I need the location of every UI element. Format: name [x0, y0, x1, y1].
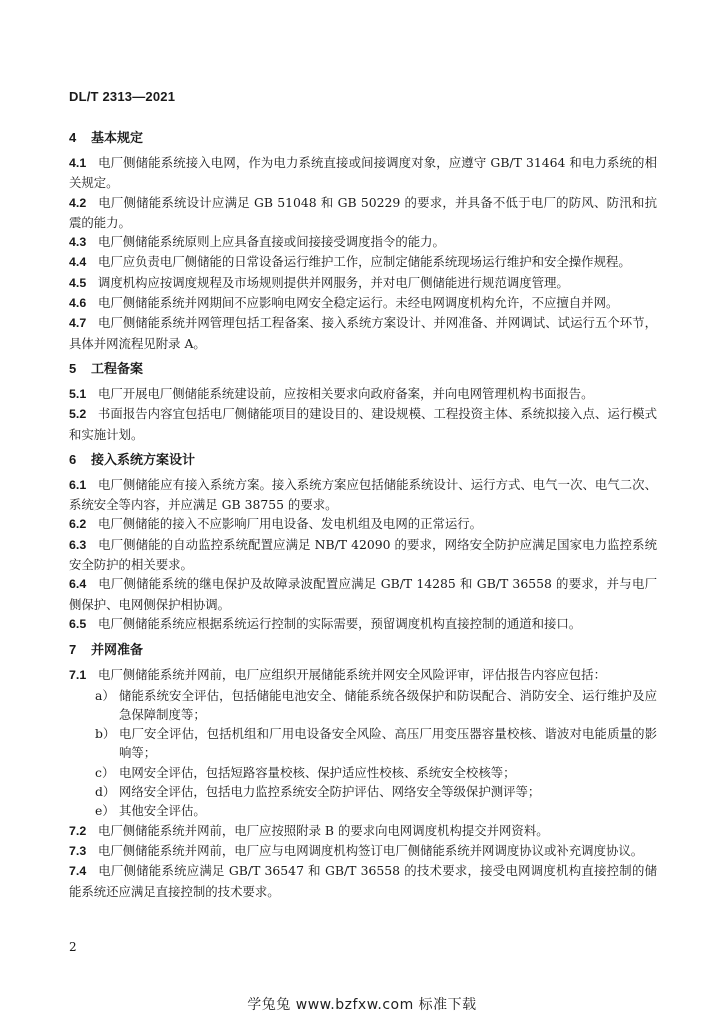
clause-text: 电厂开展电厂侧储能系统建设前，应按相关要求向政府备案，并向电网管理机构书面报告。 — [97, 385, 594, 401]
clause-number: 5.2 — [69, 407, 87, 422]
clause-5-1 — [69, 384, 657, 404]
assessment-list — [69, 686, 657, 821]
clause-number: 7.4 — [69, 864, 87, 879]
list-item — [69, 686, 657, 725]
list-item-text: 储能系统安全评估，包括储能电池安全、储能系统各级保护和防误配合、消防安全、运行维护及应急保障制度等； — [119, 687, 657, 722]
clause-7-4 — [69, 861, 657, 901]
clause-7-2 — [69, 821, 657, 841]
clause-number: 6.4 — [69, 577, 87, 592]
clause-number: 4.3 — [69, 235, 87, 250]
clause-number: 4.7 — [69, 316, 87, 331]
section-title: 并网准备 — [91, 642, 144, 658]
section-number: 5 — [69, 360, 77, 376]
section-number: 7 — [69, 642, 77, 658]
clause-4-4 — [69, 252, 657, 272]
clause-number: 4.2 — [69, 195, 87, 210]
clause-4-1 — [69, 153, 657, 193]
clause-number: 7.1 — [69, 668, 87, 683]
list-marker: a） — [95, 687, 115, 703]
clause-number: 7.3 — [69, 843, 87, 858]
clause-text: 电厂侧储能系统并网管理包括工程备案、接入系统方案设计、并网准备、并网调试、试运行五个环节，具体并网流程见附录 A。 — [69, 315, 657, 351]
section-number: 4 — [69, 130, 77, 145]
clause-4-2 — [69, 193, 657, 233]
clause-text: 电厂侧储能系统设计应满足 GB 51048 和 GB 50229 的要求，并具备不低于电厂的防风、防汛和抗震的能力。 — [69, 194, 657, 230]
section-number: 6 — [69, 451, 77, 467]
list-item-text: 电厂安全评估，包括机组和厂用电设备安全风险、高压厂用变压器容量校核、谐波对电能质量的影响等； — [119, 726, 657, 761]
section-heading-7 — [69, 640, 657, 660]
clause-number: 6.1 — [69, 477, 87, 492]
section-heading-4 — [69, 128, 657, 148]
list-item — [69, 801, 657, 820]
site-watermark: 学兔兔 www.bzfxw.com 标准下载 — [247, 997, 477, 1013]
section-heading-5 — [69, 359, 657, 379]
clause-number: 4.4 — [69, 255, 87, 270]
list-item — [69, 724, 657, 763]
clause-number: 5.1 — [69, 386, 87, 401]
clause-text: 电厂侧储能系统原则上应具备直接或间接接受调度指令的能力。 — [97, 234, 445, 250]
clause-4-6 — [69, 293, 657, 313]
clause-number: 4.1 — [69, 156, 87, 170]
clause-4-3 — [69, 232, 657, 252]
clause-6-3 — [69, 535, 657, 575]
list-marker: e） — [95, 803, 115, 819]
clause-number: 7.2 — [69, 823, 87, 838]
clause-6-2 — [69, 514, 657, 534]
section-title: 接入系统方案设计 — [91, 451, 196, 467]
list-item-text: 网络安全评估，包括电力监控系统安全防护评估、网络安全等级保护测评等； — [119, 784, 541, 800]
list-item — [69, 782, 657, 801]
clause-7-3 — [69, 841, 657, 861]
section-title: 工程备案 — [91, 360, 144, 376]
clause-6-5 — [69, 614, 657, 634]
clause-text: 电厂侧储能系统并网前，电厂应按照附录 B 的要求向电网调度机构提交并网资料。 — [97, 822, 549, 838]
list-marker: b） — [95, 726, 116, 742]
clause-text: 电厂侧储能系统应满足 GB/T 36547 和 GB/T 36558 的技术要求，接受电网调度机构直接控制的储能系统还应满足直接控制的技术要求。 — [69, 863, 657, 899]
clause-4-5 — [69, 273, 657, 293]
clause-text: 电厂侧储能系统并网前，电厂应组织开展储能系统并网安全风险评审，评估报告内容应包括： — [97, 667, 606, 683]
clause-number: 6.2 — [69, 517, 87, 532]
clause-text: 电厂侧储能的接入不应影响厂用电设备、发电机组及电网的正常运行。 — [97, 516, 483, 532]
list-item-text: 其他安全评估。 — [119, 803, 206, 819]
clause-text: 电厂侧储能系统并网期间不应影响电网安全稳定运行。未经电网调度机构允许，不应擅自并网。 — [97, 295, 619, 311]
clause-number: 6.5 — [69, 616, 87, 631]
list-marker: d） — [95, 784, 116, 800]
clause-number: 6.3 — [69, 537, 87, 552]
clause-6-1 — [69, 475, 657, 515]
clause-text: 电厂侧储能系统接入电网，作为电力系统直接或间接调度对象，应遵守 GB/T 31464 和电力系统的相关规定。 — [69, 155, 657, 191]
clause-text: 调度机构应按调度规程及市场规则提供并网服务，并对电厂侧储能进行规范调度管理。 — [97, 274, 569, 290]
document-body — [69, 122, 657, 901]
list-item — [69, 763, 657, 782]
list-item-text: 电网安全评估，包括短路容量校核、保护适应性校核、系统安全校核等； — [119, 764, 516, 780]
clause-text: 电厂应负责电厂侧储能的日常设备运行维护工作，应制定储能系统现场运行维护和安全操作规程。 — [97, 254, 631, 270]
clause-text: 书面报告内容宜包括电厂侧储能项目的建设目的、建设规模、工程投资主体、系统拟接入点、运行模式和实施计划。 — [69, 406, 657, 442]
clause-5-2 — [69, 404, 657, 444]
clause-7-1 — [69, 665, 657, 685]
clause-6-4 — [69, 574, 657, 614]
document-code-header: DL/T 2313—2021 — [69, 89, 176, 104]
clause-text: 电厂侧储能系统应根据系统运行控制的实际需要，预留调度机构直接控制的通道和接口。 — [97, 615, 582, 631]
section-title: 基本规定 — [91, 130, 144, 145]
clause-number: 4.5 — [69, 275, 87, 290]
list-marker: c） — [95, 764, 115, 780]
section-heading-6 — [69, 450, 657, 470]
page-number: 2 — [69, 940, 77, 954]
clause-text: 电厂侧储能的自动监控系统配置应满足 NB/T 42090 的要求，网络安全防护应满足国家电力监控系统安全防护的相关要求。 — [69, 536, 657, 573]
clause-text: 电厂侧储能应有接入系统方案。接入系统方案应包括储能系统设计、运行方式、电气一次、电气二次、系统安全等内容，并应满足 GB 38755 的要求。 — [69, 476, 657, 513]
clause-number: 4.6 — [69, 296, 87, 311]
clause-4-7 — [69, 313, 657, 353]
clause-text: 电厂侧储能系统并网前，电厂应与电网调度机构签订电厂侧储能系统并网调度协议或补充调度协议。 — [97, 842, 644, 858]
clause-text: 电厂侧储能系统的继电保护及故障录波配置应满足 GB/T 14285 和 GB/T 36558 的要求，并与电厂侧保护、电网侧保护相协调。 — [69, 576, 657, 612]
